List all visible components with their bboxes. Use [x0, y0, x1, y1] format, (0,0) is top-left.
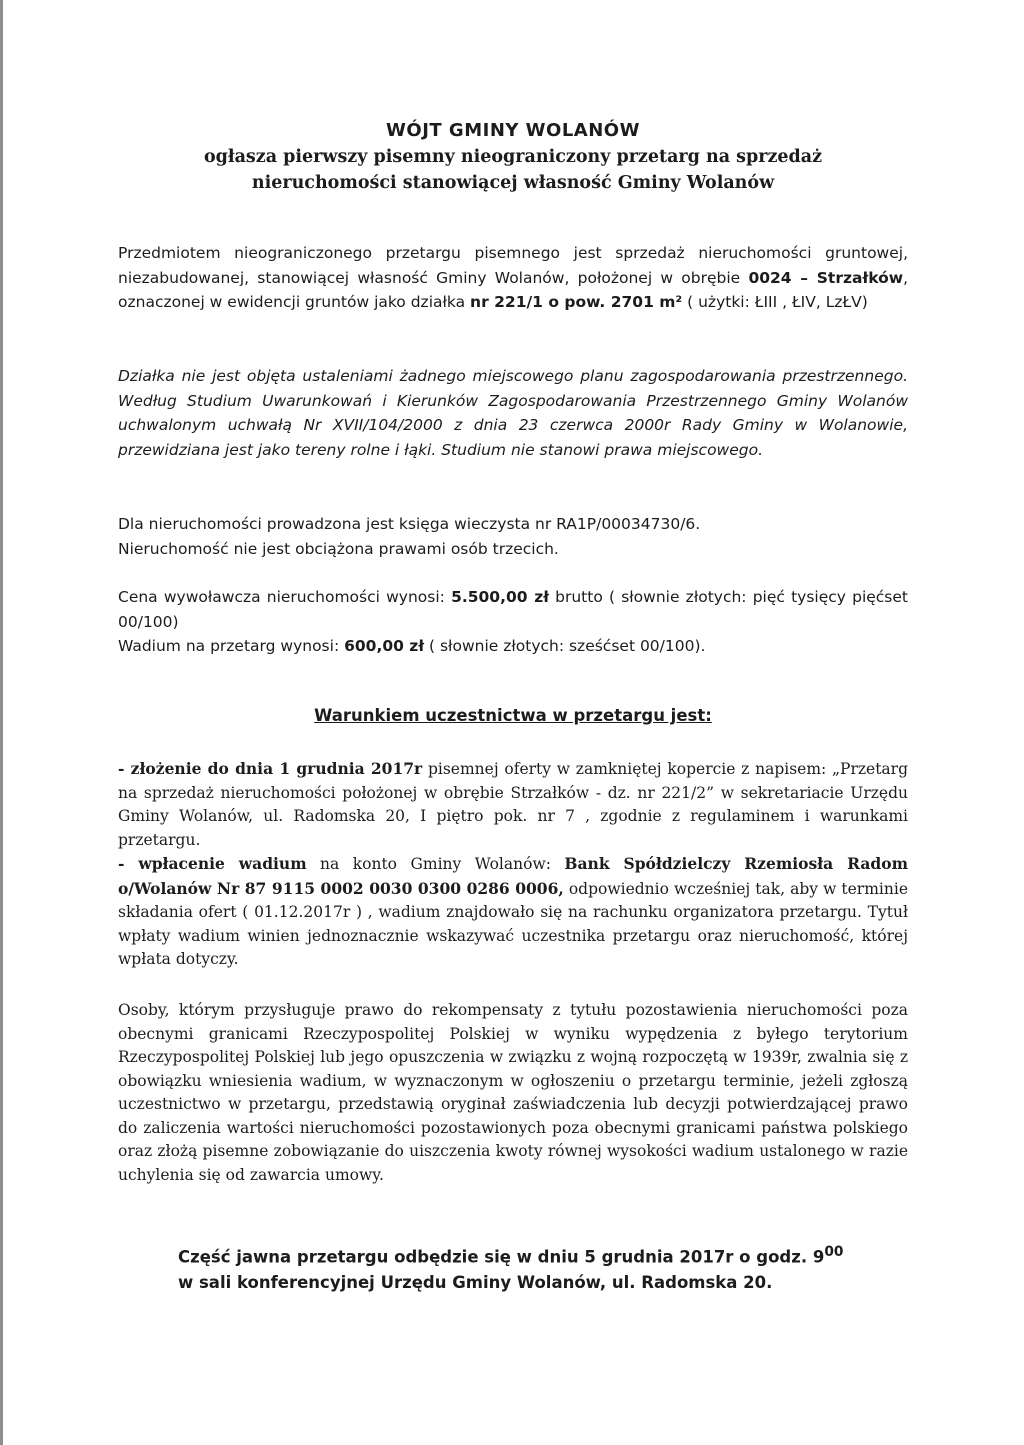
deposit-lead: - wpłacenie wadium — [118, 854, 307, 873]
subject-text-2: , oznaczonej w ewidencji gruntów jako działka — [118, 268, 908, 311]
offer-text: pisemnej oferty w zamkniętej kopercie z napisem: „Przetarg na sprzedaż nieruchomości położonej w obrębie Strzałków - dz. nr 221/2” w sekretariacie Urzędu Gminy Wolanów, ul. Radomska 20, I piętro pok. nr 7 , zgodnie z regulaminem i warunkami przetargu. — [118, 760, 909, 849]
condition-deposit — [118, 852, 908, 972]
session-minutes: 00 — [824, 1244, 844, 1260]
conditions-heading: Warunkiem uczestnictwa w przetargu jest: — [314, 706, 712, 725]
session-date-line — [178, 1240, 918, 1270]
encumbrance-line: Nieruchomość nie jest obciążona prawami osób trzecich. — [118, 539, 559, 558]
offer-deadline: - złożenie do dnia 1 grudnia 2017r — [118, 759, 423, 778]
ledger-paragraph — [118, 512, 908, 561]
header-line-3: nieruchomości stanowiącej własność Gminy Wolanów — [251, 173, 775, 193]
price-words: brutto ( słownie złotych: pięć tysięcy pięćset 00/100) — [118, 588, 908, 631]
conditions-list — [118, 757, 908, 972]
session-date-text: Część jawna przetargu odbędzie się w dniu 5 grudnia 2017r o godz. 9 — [178, 1247, 825, 1267]
deposit-text-1: na konto Gminy Wolanów: — [306, 855, 565, 873]
land-use-types: ( użytki: ŁIII , ŁIV, LzŁV) — [682, 293, 868, 311]
deposit-label: Wadium na przetarg wynosi: — [118, 637, 345, 655]
header-title: WÓJT GMINY WOLANÓW — [386, 120, 640, 141]
land-register-line: Dla nieruchomości prowadzona jest księga wieczysta nr RA1P/00034730/6. — [118, 515, 701, 533]
plot-number-area: nr 221/1 o pow. 2701 m² — [470, 293, 683, 311]
starting-price-line — [118, 585, 908, 634]
precinct-number: 0024 – Strzałków — [748, 268, 904, 287]
zoning-paragraph: Działka nie jest objęta ustaleniami żadnego miejscowego planu zagospodarowania przestrzennego. Według Studium Uwarunkowań i Kierunków Zagospodarowania Przestrzennego Gminy Wolanów uchwalonym uchwałą Nr XVII/104/2000 z dnia 23 czerwca 2000r Rady Gminy w Wolanowie, przewidziana jest jako tereny rolne i łąki. Studium nie stanowi prawa miejscowego. — [118, 367, 908, 459]
public-session-notice — [178, 1240, 918, 1295]
price-label: Cena wywoławcza nieruchomości wynosi: — [118, 588, 452, 606]
session-location-line: w sali konferencyjnej Urzędu Gminy Wolanów, ul. Radomska 20. — [178, 1272, 773, 1292]
compensation-paragraph: Osoby, którym przysługuje prawo do rekompensaty z tytułu pozostawienia nieruchomości poza obecnymi granicami Rzeczypospolitej Polskiej w wyniku wypędzenia z byłego terytorium Rzeczypospolitej Polskiej lub jego opuszczenia w związku z wojną rozpoczętą w 1939r, zwalnia się z obowiązku wniesienia wadium, w wyznaczonym w ogłoszeniu o przetargu terminie, jeżeli zgłoszą uczestnictwo w przetargu, przedstawią oryginał zaświadczenia lub decyzji potwierdzającej prawo do zaliczenia wartości nieruchomości pozostawionych poza obecnymi granicami państwa polskiego oraz złożą pisemne zobowiązanie do uiszczenia kwoty równej wysokości wadium ustalonego w razie uchylenia się od zawarcia umowy. — [118, 1001, 908, 1184]
deposit-text-2: odpowiednio wcześniej tak, aby w terminie składania ofert ( 01.12.2017r ) , wadium znajdowało się na rachunku organizatora przetargu. Tytuł wpłaty wadium winien jednoznacznie wskazywać uczestnika przetargu oraz nieruchomość, której wpłata dotyczy. — [118, 879, 908, 968]
scan-edge — [0, 0, 3, 1445]
price-paragraph — [118, 585, 908, 659]
header-line-2: ogłasza pierwszy pisemny nieograniczony przetarg na sprzedaż — [203, 147, 823, 167]
condition-offer — [118, 757, 908, 852]
deposit-words: ( słownie złotych: sześćset 00/100). — [424, 637, 706, 655]
announcement-header — [118, 118, 908, 196]
subject-text-1: Przedmiotem nieograniczonego przetargu pisemnego jest sprzedaż nieruchomości gruntowej, niezabudowanej, stanowiącej własność Gminy Wolanów, położonej w obrębie — [118, 244, 908, 287]
subject-paragraph — [118, 241, 908, 315]
price-value: 5.500,00 zł — [451, 588, 549, 606]
bank-account: Bank Spółdzielczy Rzemiosła Radom o/Wolanów Nr 87 9115 0002 0030 0300 0286 0006, — [118, 854, 908, 898]
deposit-value: 600,00 zł — [344, 637, 425, 655]
deposit-line — [118, 634, 908, 659]
